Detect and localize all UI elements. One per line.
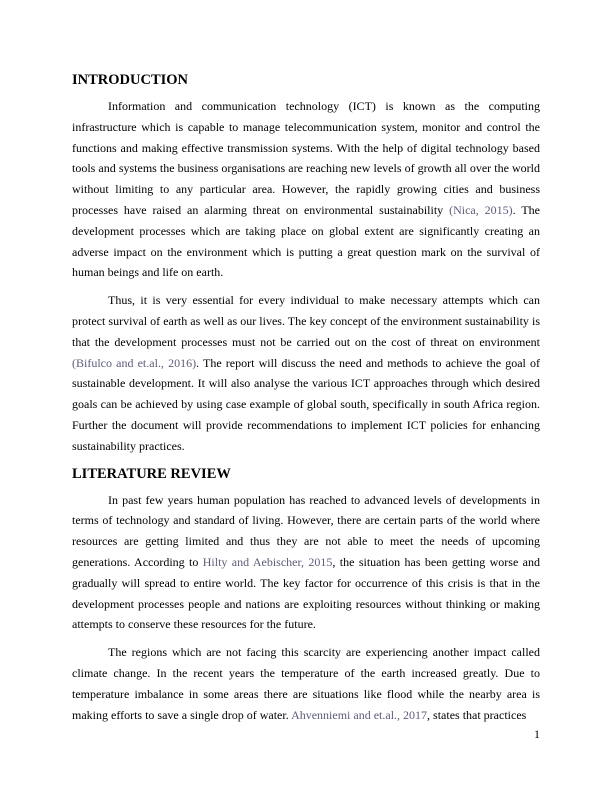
- paragraph-text: In past few years human population has reached to advanced levels of developments in terms of technology and standard of living. However, there are certain parts of the world where resources are getting limited and thus they are not able to meet the needs of upcoming generations. According to: [72, 492, 540, 569]
- paragraph-text: , states that practices: [427, 707, 527, 722]
- paragraph-text: Thus, it is very essential for every individual to make necessary attempts which can protect survival of earth as well as our lives. The key concept of the environment sustainability is that the development processes must not be carried out on the cost of threat on environment: [72, 293, 540, 349]
- citation: (Nica, 2015): [449, 202, 513, 217]
- paragraph-text: The regions which are not facing this scarcity are experiencing another impact called climate change. In the recent years the temperature of the earth increased greatly. Due to temperature imbalance in some areas there are situations like flood while the nearby area is making efforts to save a single drop of water.: [72, 645, 540, 722]
- literature-review-paragraph-2: [72, 642, 540, 725]
- literature-review-section: [72, 464, 540, 726]
- paragraph-text: , the situation has been getting worse and gradually will spread to entire world. The key factor for occurrence of this crisis is that in the development processes people and nations are exploiting resources without thinking or making attempts to conserve these resources for the future.: [72, 554, 541, 632]
- introduction-heading: INTRODUCTION: [72, 72, 189, 88]
- page-number: 1: [534, 727, 540, 741]
- literature-review-paragraph-1: [72, 490, 540, 636]
- citation: Hilty and Aebischer, 2015: [202, 554, 333, 569]
- literature-review-heading: LITERATURE REVIEW: [72, 465, 231, 482]
- introduction-section: [72, 70, 540, 457]
- introduction-paragraph-1: [72, 96, 540, 283]
- citation: Ahvenniemi and et.al., 2017: [291, 707, 428, 722]
- document-page: [72, 70, 540, 732]
- paragraph-text: . The report will discuss the need and methods to achieve the goal of sustainable development. It will also analyse the various ICT approaches through which desired goals can be achieved by using case example of global south, specifically in south Africa region. Further the document will provide recommendations to implement ICT policies for enhancing sustainability practices.: [72, 355, 540, 453]
- paragraph-text: . The development processes which are taking place on global extent are significantly creating an adverse impact on the environment which is putting a great question mark on the survival of human beings and life on earth.: [72, 202, 540, 280]
- citation: (Bifulco and et.al., 2016): [72, 355, 197, 370]
- paragraph-text: Information and communication technology (ICT) is known as the computing infrastructure which is capable to manage telecommunication system, monitor and control the functions and making effective transmission systems. With the help of digital technology based tools and systems the business organisations are reaching new levels of growth all over the world without limiting to any particular area. However, the rapidly growing cities and business processes have raised an alarming threat on environmental sustainability: [72, 99, 540, 217]
- introduction-paragraph-2: [72, 290, 540, 456]
